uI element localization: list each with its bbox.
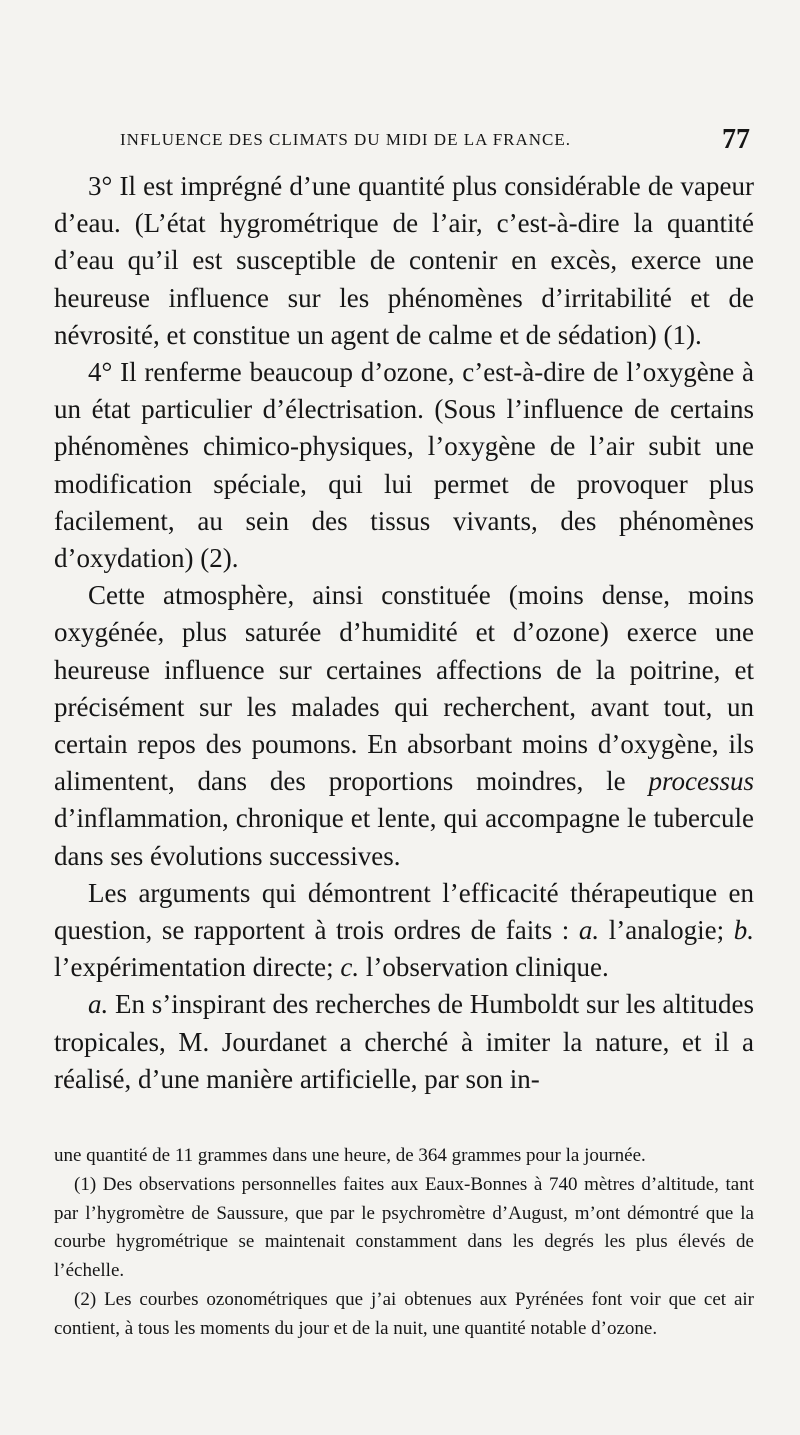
footnote-continuation: une quantité de 11 grammes dans une heure, de 364 grammes pour la journée. <box>54 1145 646 1166</box>
paragraph-atmosphere-text-1: Cette atmosphère, ainsi constituée (moins dense, moins oxygénée, plus saturée d’humidité et d’ozone) exerce une heureuse influence sur certaines affections de la poitrine, et précisément sur les malades qui recherchent, avant tout, un certain repos des poumons. En absorbant moins d’oxygène, ils alimentent, dans des proportions moindres, le <box>54 580 754 797</box>
label-a-section: a. <box>88 989 109 1020</box>
paragraph-arguments <box>54 875 754 987</box>
paragraph-arguments-text-4: l’observation clinique. <box>359 952 609 983</box>
main-text <box>54 168 754 1098</box>
footnote-2: (2) Les courbes ozonométriques que j’ai obtenues aux Pyrénées font voir que cet air contient, à tous les moments du jour et de la nuit, une quantité notable d’ozone. <box>54 1288 754 1339</box>
footnotes <box>54 1142 754 1344</box>
paragraph-arguments-text-3: l’expérimentation directe; <box>54 952 341 983</box>
paragraph-humboldt <box>54 986 754 1098</box>
running-title: INFLUENCE DES CLIMATS DU MIDI DE LA FRANCE. <box>120 130 572 149</box>
paragraph-vapeur-text: 3° Il est imprégné d’une quantité plus considérable de vapeur d’eau. (L’état hygrométrique de l’air, c’est-à-dire la quantité d’eau qu’il est susceptible de contenir en excès, exerce une heureuse influence sur les phénomènes d’irritabilité et de névrosité, et constitue un agent de calme et de sédation) (1). <box>54 171 754 350</box>
paragraph-ozone-text: 4° Il renferme beaucoup d’ozone, c’est-à-dire de l’oxygène à un état particulier d’électrisation. (Sous l’influence de certains phénomènes chimico-physiques, l’oxygène de l’air subit une modification spéciale, qui lui permet de provoquer plus facilement, au sein des tissus vivants, des phénomènes d’oxydation) (2). <box>54 357 754 574</box>
paragraph-arguments-text-2: l’analogie; <box>599 915 734 946</box>
paragraph-vapeur <box>54 168 754 354</box>
label-b: b. <box>733 915 754 946</box>
page-number: 77 <box>722 124 750 155</box>
footnote-1: (1) Des observations personnelles faites aux Eaux-Bonnes à 740 mètres d’altitude, tant par l’hygromètre de Saussure, que par le psychromètre d’August, m’ont démontré que la courbe hygrométrique se maintenait constamment dans les degrés les plus élevés de l’échelle. <box>54 1173 754 1282</box>
paragraph-humboldt-text: En s’inspirant des recherches de Humboldt sur les altitudes tropicales, M. Jourdanet a cherché à imiter la nature, et il a réalisé, d’une manière artificielle, par son in- <box>54 989 754 1094</box>
paragraph-arguments-text-1: Les arguments qui démontrent l’efficacité thérapeutique en question, se rapportent à trois ordres de faits : <box>54 877 754 946</box>
paragraph-atmosphere-text-2: d’inflammation, chronique et lente, qui accompagne le tubercule dans ses évolutions successives. <box>54 803 754 871</box>
paragraph-atmosphere <box>54 577 754 875</box>
label-c: c. <box>340 952 360 983</box>
paragraph-ozone <box>54 354 754 577</box>
page-header <box>114 124 754 156</box>
label-a: a. <box>578 915 600 946</box>
italic-processus: processus <box>648 766 754 797</box>
